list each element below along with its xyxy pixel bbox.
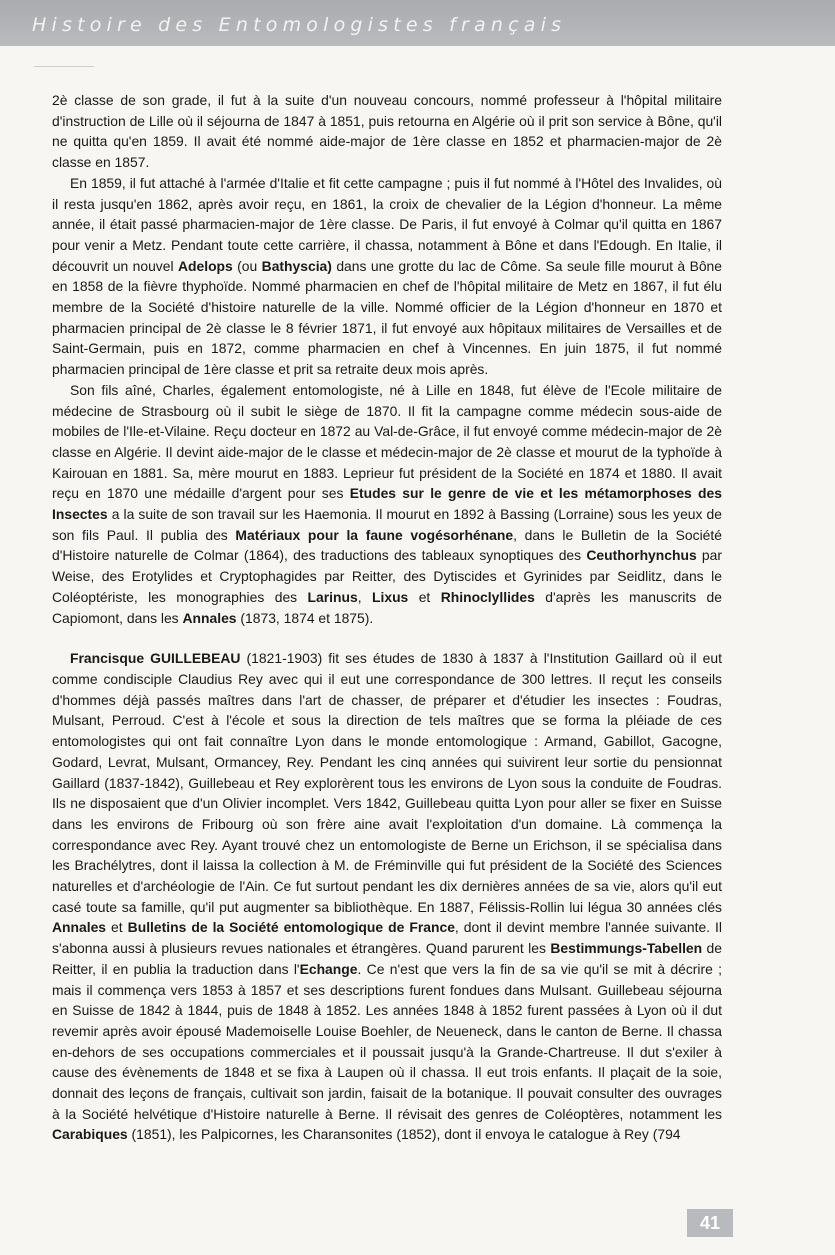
- header-rule: [34, 66, 94, 67]
- text-run: ,: [357, 588, 372, 605]
- text-run: , dans le Bulletin de la Société d'Histoire naturelle de Colmar (1864), des traductions des tableaux synoptiques des: [52, 526, 722, 564]
- page-number: 41: [687, 1209, 733, 1237]
- bold-term: Etudes sur le genre de vie et les métamorphoses des Insectes: [52, 485, 722, 523]
- body-text: [52, 90, 722, 1145]
- text-run: (1821-1903) fit ses études de 1830 à 1837 à l'Institution Gaillard où il eut comme condisciple Claudius Rey avec qui il eut une correspondance de 300 lettres. Il reçut les conseils d'hommes déjà passés maîtres dans l'art de chasser, de préparer et d'étudier les insectes : Foudras, Mulsant, Perroud. C'est à l'école et sous la direction de tels maîtres que se forma la pléiade de ces entomologistes qui ont fait connaître Lyon dans le monde entomologique : Armand, Gabillot, Gacogne, Godard, Levrat, Mulsant, Ormancey, Rey. Pendant les cinq années qui suivirent leur sortie du pensionnat Gaillard (1837-1842), Guillebeau et Rey explorèrent tous les environs de Lyon sous la conduite de Foudras. Ils ne disposaient que d'un Olivier incomplet. Vers 1842, Guillebeau quitta Lyon pour aller se fixer en Suisse dans les environs de Fribourg où son frère aine avait l'exploitation d'un domaine. Là commença la correspondance avec Rey. Ayant trouvé chez un entomologiste de Berne un Erichson, il se spécialisa dans les Brachélytres, dont il laissa la collection à M. de Fréminville qui fut président de la Société des Sciences naturelles et d'archéologie de l'Ain. Ce fut surtout pendant les dix dernières années de sa vie, alors qu'il eut casé toute sa famille, qu'il put augmenter sa bibliothèque. En 1887, Félissis-Rollin lui légua 30 années clés: [52, 650, 722, 915]
- text-run: dans une grotte du lac de Côme. Sa seule fille mourut à Bône en 1858 de la fièvre thyphoïde. Nommé pharmacien en chef de l'hôpital militaire de Metz en 1867, il fut élu membre de la Société d'histoire naturelle de la ville. Nommé officier de la Légion d'honneur en 1870 et pharmacien principal de 2è classe le 8 février 1871, il fut envoyé aux hôpitaux militaires de Versailles et de Saint-Germain, puis en 1872, comme pharmacien en chef à Vincennes. En juin 1875, il fut nommé pharmacien principal de 1ère classe et prit sa retraite deux mois après.: [52, 257, 723, 378]
- paragraph: [52, 648, 722, 1145]
- text-run: (1851), les Palpicornes, les Charansonites (1852), dont il envoya le catalogue à Rey (794: [127, 1126, 681, 1143]
- text-run: et: [408, 588, 441, 605]
- text-run: . Ce n'est que vers la fin de sa vie qu'il se mit à décrire ; mais il commença vers 1853 à 1857 et ses descriptions furent fondues dans Mulsant. Guillebeau séjourna en Suisse de 1842 à 1844, puis de 1848 à 1852. Les années 1848 à 1852 furent passées à Lyon où il dut revemir après avoir épousé Mademoiselle Louise Boehler, de Neueneck, dans le canton de Berne. Il chassa en-dehors de ses occupations commerciales et il poussait jusqu'à la Grande-Chartreuse. Il dut s'exiler à cause des évènements de 1848 et se fixa à Laupen où il chassa. Il eut trois enfants. Il plaçait de la soie, donnait des leçons de français, cultivait son jardin, faisait de la botanique. Il pouvait consulter des ouvrages à la Société helvétique d'Histoire naturelle à Berne. Il révisait des genres de Coléoptères, notamment les: [52, 960, 722, 1122]
- running-header: [0, 0, 835, 46]
- bold-term: Adelops: [177, 257, 233, 274]
- bold-term: Carabiques: [52, 1126, 128, 1143]
- text-run: Son fils aîné, Charles, également entomologiste, né à Lille en 1848, fut élève de l'Ecole militaire de médecine de Strasbourg où il subit le siège de 1870. Il fit la campagne comme médecin sous-aide de mobiles de l'Ile-et-Vilaine. Reçu docteur en 1872 au Val-de-Grâce, il fut envoyé comme médecin-major de 2è classe en Algérie. Il devint aide-major de le classe et médecin-major de 2è classe et mourut de la typhoïde à Kairouan en 1881. Sa, mère mourut en 1883. Leprieur fut président de la Société en 1874 et 1880. Il avait reçu en 1870 une médaille d'argent pour ses: [52, 381, 722, 502]
- bold-term: Bestimmungs-Tabellen: [550, 940, 703, 957]
- paragraph: [52, 90, 722, 173]
- bold-term: Rhinoclyllides: [440, 588, 535, 605]
- text-run: , dont il devint membre l'année suivante. Il s'abonna aussi à plusieurs revues nationales et étrangères. Quand parurent les: [52, 919, 722, 957]
- text-run: par Weise, des Erotylides et Cryptophagides par Reitter, des Dytiscides et Gyrinides par Seidlitz, dans le Coléoptériste, les monographies des: [52, 547, 722, 605]
- paragraph: [52, 380, 722, 628]
- bold-term: Francisque GUILLEBEAU: [70, 650, 241, 667]
- bold-term: Echange: [299, 960, 358, 977]
- paragraph: [52, 173, 722, 380]
- text-run: a la suite de son travail sur les Haemonia. Il mourut en 1892 à Bassing (Lorraine) sous les yeux de son fils Paul. Il publia des: [52, 506, 722, 543]
- text-run: d'après les manuscrits de Capiomont, dans les: [52, 588, 723, 626]
- bold-term: Bulletins de la Société entomologique de France: [127, 919, 455, 936]
- text-run: de Reitter, il en publia la traduction dans l': [52, 940, 723, 977]
- bold-term: Ceuthorhynchus: [586, 547, 697, 564]
- bold-term: Lixus: [372, 588, 409, 605]
- text-run: 2è classe de son grade, il fut à la suite d'un nouveau concours, nommé professeur à l'hôpital militaire d'instruction de Lille où il séjourna de 1847 à 1851, puis retourna en Algérie où il prit son service à Bône, qu'il ne quitta qu'en 1859. Il avait été nommé aide-major de 1ère classe en 1852 et pharmacien-major de 2è classe en 1857.: [52, 92, 722, 171]
- text-run: (ou: [232, 257, 262, 274]
- bold-term: Larinus: [307, 588, 358, 605]
- text-run: et: [106, 919, 128, 936]
- text-run: En 1859, il fut attaché à l'armée d'Italie et fit cette campagne ; puis il fut nommé à l'Hôtel des Invalides, où il resta jusqu'en 1862, après avoir reçu, en 1861, la croix de chevalier de la Légion d'honneur. La même année, il était passé pharmacien-major de 1ère classe. De Paris, il fut envoyé à Colmar qu'il quitta en 1867 pour venir a Metz. Pendant toute cette carrière, il chassa, notamment à Bône et dans l'Edough. En Italie, il découvrit un nouvel: [52, 174, 722, 274]
- bold-term: Matériaux pour la faune vogésorhénane: [235, 526, 514, 543]
- header-title: Histoire des Entomologistes français: [32, 14, 567, 36]
- bold-term: Bathyscia): [261, 257, 332, 274]
- text-run: (1873, 1874 et 1875).: [236, 609, 374, 626]
- bold-term: Annales: [182, 609, 237, 626]
- bold-term: Annales: [52, 919, 107, 936]
